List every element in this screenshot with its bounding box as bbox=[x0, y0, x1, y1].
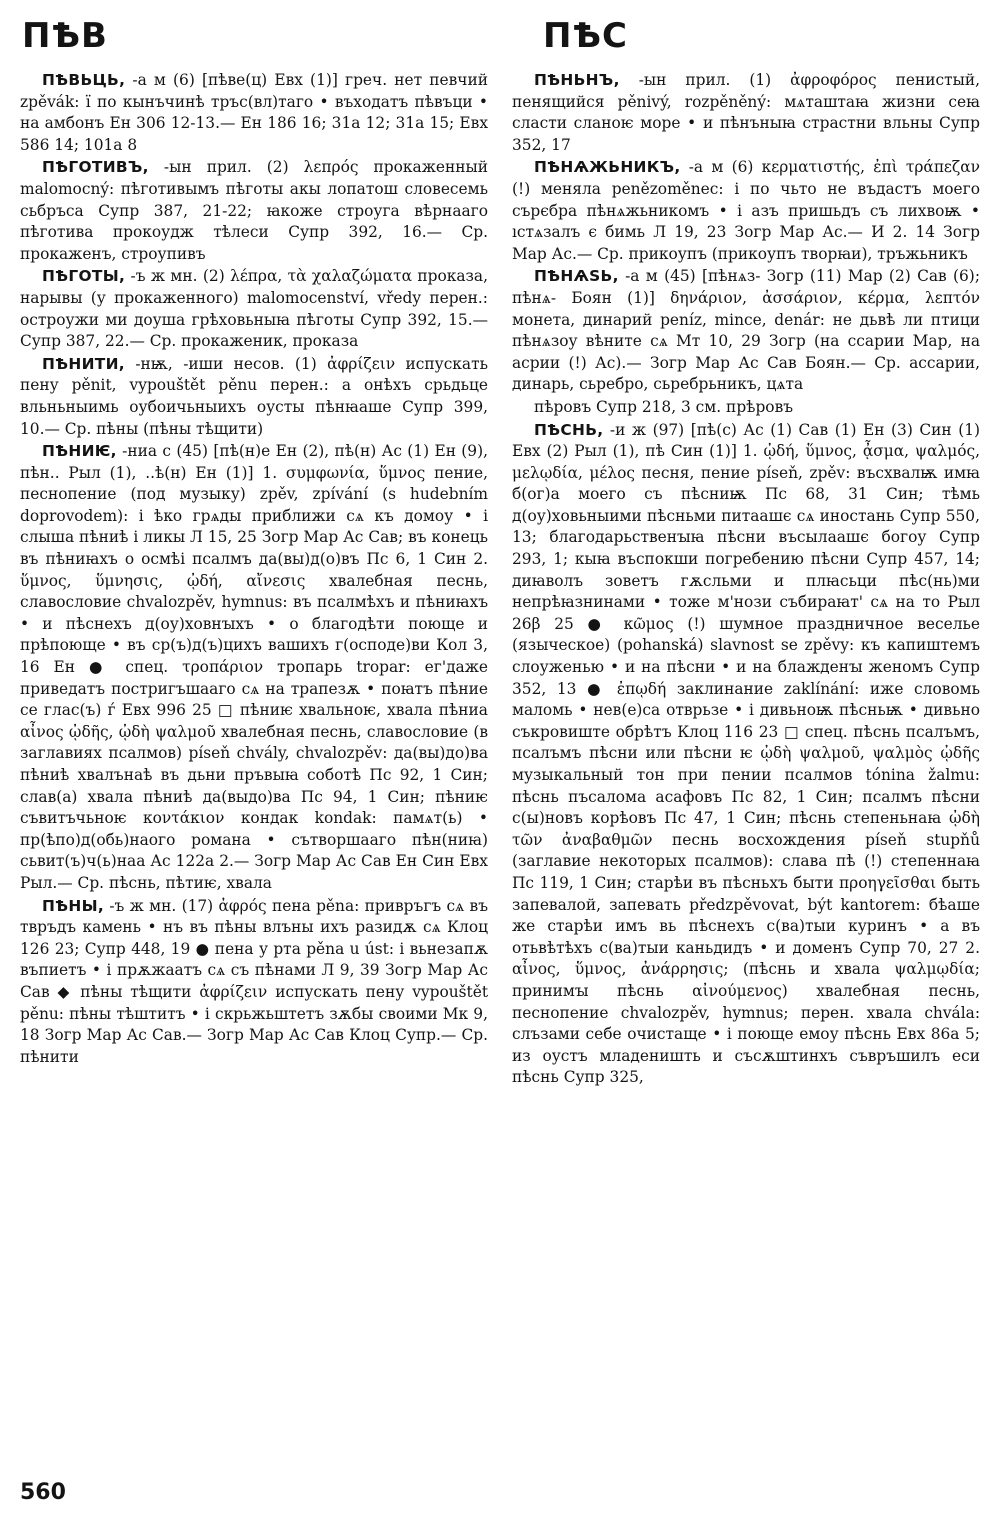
dictionary-entry bbox=[512, 266, 980, 396]
entry-text: -нѭ, -иши несов. (1) ἀφρίζειν испускать пену pěnit, vypouštět pěnu перен.: а онѣхъ срьдьце вльньныимь оубоичьныихъ оусты пѣнꙗаше Супр 399, 10.— Ср. пѣны (пѣны тѣщити) bbox=[20, 354, 488, 438]
entry-text: -ъ ж мн. (17) ἀφρός пена pěna: привръгъ сѧ въ твръдъ камень • нъ въ пѣны влъны ихъ разидѫ сѧ Клоц 126 23; Супр 448, 19 ● пена у рта pěna u úst: і вьнезапѫ въпиетъ • і прѫжаатъ сѧ съ пѣнами Л 9, 39 Зогр Мар Ас Сав ◆ пѣны тѣщити ἀφρίζειν испускать пену vypouštět pěnu: пѣны тѣштитъ • і скрьжьштетъ зѫбы своими Мк 9, 18 Зогр Мар Ас Сав.— Зогр Мар Ас Сав Клоц Супр.— Ср. пѣнити bbox=[20, 896, 488, 1066]
dictionary-entry bbox=[20, 896, 488, 1069]
entry-text: -ын прил. (1) ἀφροφόρος пенистый, пенящийся pěnivý, rozpěněný: мѧташтаꙗ жизни сеꙗ сласти сланоѥ море • и пѣнъныꙗ страстни вльны Супр 352, 17 bbox=[512, 71, 980, 154]
entry-text: -а м (6) κερματιστής, ἐπὶ τράπεζαν (!) меняла penězoměnec: і по чьто не въдастъ моего сърєбра пѣнѧжьникомъ • і азъ пришьдъ съ лихвоѭ • ıстѧзалъ є бимь Л 19, 23 Зогр Мар Ас.— И 2. 14 Зогр Мар Ас.— Ср. прикоупъ (прикоупъ творꙗи), тръжьникъ bbox=[512, 158, 980, 263]
entry-text: -ниа с (45) [пѣ(н)е Ен (2), пѣ(н) Ас (1) Ен (9), пѣн.. Рыл (1), ..ѣ(н) Ен (1)] 1. συμφωνία, ὕμνος пение, песнопение (под музыку) zpěv, zpívání (s hudebním doprovodem): і ѣко грѧды приближи сѧ къ домоу • і слыша пѣниѣ і ликы Л 15, 25 Зогр Мар Ас Сав; въ конець въ пѣниꙗхъ о осмѣі псалмъ да(вы)д(о)въ Пс 6, 1 Син 2. ὕμνος, ὕμνησις, ᾠδή, αἴνεσις хвалебная песнь, славословие chvalozpěv, hymnus: въ псалмѣхъ и пѣниꙗхъ • и пѣснехъ д(оу)ховнꙑхъ • о благодѣти поюще и прѣпоюще • въ ср(ъ)д(ъ)цихъ вашихъ г(осподе)ви Кол 3, 16 Ен ● спец. τροπάριον тропарь tropar: ег'даже приведатъ постригъшааго сѧ на трапезѫ • поꙗтъ пѣние се глас(ъ) ѓ Евх 996 25 □ пѣниѥ хвальноѥ, хвала пѣниа αἶνος ᾠδῆς, ᾠδὴ ψαλμοῦ хвалебная песнь, славословие (в заглавиях псалмов) píseň chvály, chvalozpěv: да(вы)до)ва пѣниѣ хвалънаѣ въ дьни пръвыꙗ соботѣ Пс 92, 1 Син; слав(а) хвала пѣниѣ да(выдо)ва Пс 94, 1 Син; пѣниѥ съвитъчьноѥ κοντάκιον кондак kondak: памѧт(ь) • пр(ѣпо)д(обь)наого романа • сътворшааго пѣн(ниꙗ) сьвит(ъ)ч(ь)наа Ас 122а 2.— Зогр Мар Ас Сав Ен Син Евх Рыл.— Ср. пѣснь, пѣтиѥ, хвала bbox=[20, 442, 488, 892]
dictionary-entry bbox=[512, 157, 980, 265]
dictionary-entry bbox=[20, 70, 488, 156]
entry-headword: ПѢСНЬ, bbox=[534, 420, 604, 439]
entry-headword: ПѢГОТИВЪ, bbox=[42, 158, 149, 177]
entry-text: -а м (45) [пѣнѧз- Зогр (11) Мар (2) Сав (6); пѣнѧ- Боян (1)] δηνάριον, ἀσσάριον, κέρμα, λεπτόν монета, динарий peníz, mince, denár: не дьвѣ ли птици пѣнѧзоу вѣните сѧ Мт 10, 29 Зогр (на ссарии Мар, на асрии (!) Ас).— Зогр Мар Ас Сав Боян.— Ср. ассарии, динарь, сьребро, сьребрьникъ, цѧта bbox=[512, 267, 980, 394]
entry-headword: ПѢГОТЫ, bbox=[42, 267, 126, 286]
dictionary-entry bbox=[512, 420, 980, 1089]
right-column bbox=[512, 70, 980, 1475]
entry-headword: ПѢВЬЦЬ, bbox=[42, 71, 126, 89]
dictionary-entry bbox=[20, 441, 488, 894]
dictionary-entry bbox=[20, 266, 488, 352]
entry-headword: ПѢНИѤ, bbox=[42, 442, 117, 461]
dictionary-entry bbox=[20, 354, 488, 440]
running-head-left: ПѢВ bbox=[22, 16, 108, 56]
entry-text: пѣровъ Супр 218, 3 см. прѣровъ bbox=[534, 397, 794, 416]
page-number: 560 bbox=[20, 1480, 66, 1505]
entry-headword: ПѢНѦЖЬНИКЪ, bbox=[534, 158, 681, 177]
entry-headword: ПѢНЬНЪ, bbox=[534, 71, 620, 89]
entry-headword: ПѢНИТИ, bbox=[42, 354, 125, 373]
running-head-right: ПѢС bbox=[543, 16, 628, 56]
cross-reference-entry bbox=[512, 397, 980, 419]
entry-text: -и ж (97) [пѣ(с) Ас (1) Сав (1) Ен (3) Син (1) Евх (2) Рыл (1), пѣ Син (1)] 1. ᾠδή, ὕμνος, ᾆσμα, ψαλμός, μελῳδία, μέλος песня, пение píseň, zpěv: въсхвалѭ имꙗ б(ог)а моего съ пѣсниѭ Пс 68, 31 Син; тѣмь д(оу)ховьныими пѣсньми питаашє сѧ иностань Супр 550, 13; благодарьственꙑꙗ пѣсни въсылаашє богоу Супр 293, 1; кыꙗ въспокши погребению пѣсни Супр 457, 14; диꙗволъ зоветъ гѫсльми и плꙗсьци пѣс(нь)ми непрѣꙗзнинами • тоже м'нози събираꙗт' сѧ на то Рыл 26β 25 ● κῶμος (!) шумное праздничное веселье (языческое) (pohanská) slavnost se zpěvy: къ капиштемъ слоуженью • и на пѣсни • и на блажденꙑ женомъ Супр 352, 13 ● ἐπῳδή заклинание zaklínání: иже словомь маломь • нев(е)са отврьзе • і дивьноѭ пѣсньѭ • дивьно съкровиште обрѣтъ Клоц 116 23 □ спец. пѣснь псалъмъ, псалъмъ пѣсни или пѣсни ѥ ᾠδὴ ψαλμοῦ, ψαλμὸς ᾠδῆς музыкальный тон при пении псалмов tónina žalmu: пѣснь пъсалома асафовъ Пс 82, 1 Син; псалмъ пѣсни с(ы)новъ корѣовъ Пс 47, 1 Син; пѣснь степеньнаꙗ ᾠδὴ τῶν ἀναβαθμῶν песнь восхождения píseň stupňů (заглавие некоторых псалмов): слава пѣ (!) степеннаꙗ Пс 119, 1 Син; старѣи въ пѣсньхъ быти προηγεῖσθαι быть запевалой, запевать předzpěvovat, být kantorem: бѣаше же старѣи имъ вь пѣснехъ с(ва)тыи куринъ • а въ отьвѣтѣхъ с(ва)тыи каньдидъ • и доменъ Супр 70, 27 2. αἶνος, ὕμνος, ἀνάρρησις; (пѣснь и хвала ψαλμῳδία; принимꙑ пѣснь αἰνούμενος) хвалебная песнь, песнопение chvalozpěv, hymnus; перен. хвала chvála: слъзами себе очистаще • і поюще емоу пѣснь Евх 86а 5; из оустъ младеништь и съсѫштинхъ съвръшилъ еси пѣснь Супр 325, bbox=[512, 420, 980, 1087]
entry-headword: ПѢНѦЅЬ, bbox=[534, 267, 619, 286]
dictionary-entry bbox=[20, 157, 488, 265]
dictionary-entry bbox=[512, 70, 980, 156]
entry-text: -ъ ж мн. (2) λέπρα, τὰ χαλαζώματα проказа, нарывы (у прокаженного) malomocenství, vředy перен.: остроужи ми доуша грѣховьныꙗ пѣготы Супр 392, 15.— Супр 387, 22.— Ср. прокаженик, проказа bbox=[20, 267, 488, 351]
entry-text: -а м (6) [пѣве(ц) Евх (1)] греч. нет певчий zpěvák: ї по кынъчинѣ тръс(вл)таго • въходатъ пѣвъци • на амбонъ Ен 306 12-13.— Ен 186 16; 31а 12; 31а 15; Евх 586 14; 101а 8 bbox=[20, 71, 488, 154]
entry-text: -ын прил. (2) λεπρός прокаженный malomocný: пѣготивымъ пѣготы акы лопатош словесемь сьбръса Супр 387, 21-22; ꙗкоже строуга вѣрнааго пѣготива прокоудж тѣлеси Супр 392, 16.— Ср. прокаженъ, строупивъ bbox=[20, 158, 488, 263]
entry-headword: ПѢНЫ, bbox=[42, 896, 104, 915]
left-column bbox=[20, 70, 488, 1475]
